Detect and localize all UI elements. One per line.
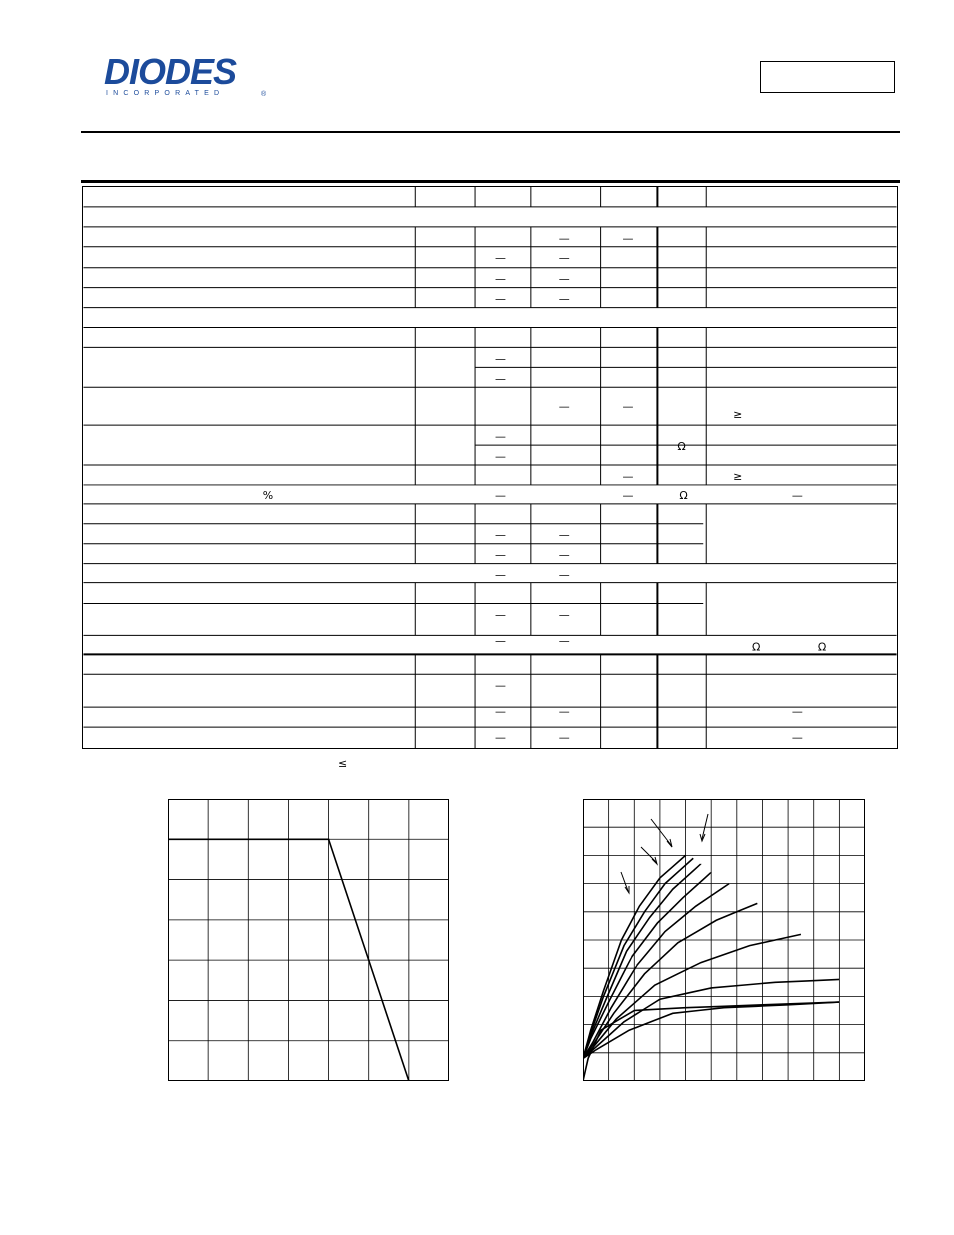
- svg-text:—: —: [558, 231, 570, 245]
- series-line-3: [583, 864, 701, 1059]
- svg-text:—: —: [494, 679, 506, 693]
- chart-grid: [583, 799, 865, 1081]
- svg-text:—: —: [494, 430, 506, 444]
- svg-text:—: —: [494, 372, 506, 386]
- svg-text:Ω: Ω: [677, 440, 686, 454]
- svg-text:—: —: [494, 528, 506, 542]
- svg-text:—: —: [494, 548, 506, 562]
- electrical-characteristics-table: [82, 186, 898, 749]
- svg-text:—: —: [494, 272, 506, 286]
- svg-text:Ω: Ω: [752, 640, 761, 654]
- svg-text:—: —: [558, 292, 570, 306]
- svg-text:—: —: [622, 469, 634, 483]
- chart-derating: [168, 799, 449, 1081]
- section-rule: [81, 180, 900, 183]
- svg-text:—: —: [494, 705, 506, 719]
- svg-text:—: —: [558, 548, 570, 562]
- svg-text:—: —: [622, 488, 634, 502]
- svg-text:—: —: [494, 352, 506, 366]
- svg-text:—: —: [558, 568, 570, 582]
- column-dividers: [415, 187, 706, 748]
- chart-output-characteristics: [583, 799, 865, 1081]
- svg-text:—: —: [791, 705, 803, 719]
- table-grid: [83, 187, 896, 748]
- svg-text:—: —: [791, 731, 803, 745]
- svg-text:—: —: [622, 400, 634, 414]
- svg-text:—: —: [494, 731, 506, 745]
- svg-text:—: —: [558, 705, 570, 719]
- svg-text:%: %: [262, 488, 274, 502]
- table-cell-symbols: [263, 232, 826, 744]
- svg-text:—: —: [558, 528, 570, 542]
- svg-text:—: —: [494, 251, 506, 265]
- svg-text:—: —: [558, 272, 570, 286]
- svg-text:—: —: [494, 488, 506, 502]
- svg-text:—: —: [558, 400, 570, 414]
- svg-text:≥: ≥: [733, 408, 743, 422]
- svg-text:—: —: [494, 608, 506, 622]
- svg-text:—: —: [791, 488, 803, 502]
- svg-text:Ω: Ω: [679, 488, 688, 502]
- chart-grid: [168, 799, 449, 1081]
- svg-text:—: —: [622, 231, 634, 245]
- svg-text:—: —: [558, 731, 570, 745]
- svg-text:—: —: [558, 251, 570, 265]
- registered-mark: ®: [261, 91, 267, 98]
- header-rule: [81, 131, 900, 133]
- diodes-logo: [104, 52, 268, 98]
- svg-text:—: —: [558, 608, 570, 622]
- part-number-box: [760, 61, 895, 93]
- svg-text:—: —: [494, 292, 506, 306]
- svg-text:—: —: [558, 634, 570, 648]
- table-footnote-symbol: ≤: [338, 757, 348, 770]
- svg-text:—: —: [494, 568, 506, 582]
- svg-text:—: —: [494, 450, 506, 464]
- svg-text:Ω: Ω: [817, 640, 827, 654]
- svg-text:≥: ≥: [733, 469, 743, 483]
- logo-wordmark: DIODES: [104, 52, 237, 92]
- logo-tagline: INCORPORATED: [106, 90, 225, 97]
- chart-frame: [169, 800, 449, 1081]
- svg-text:—: —: [494, 634, 506, 648]
